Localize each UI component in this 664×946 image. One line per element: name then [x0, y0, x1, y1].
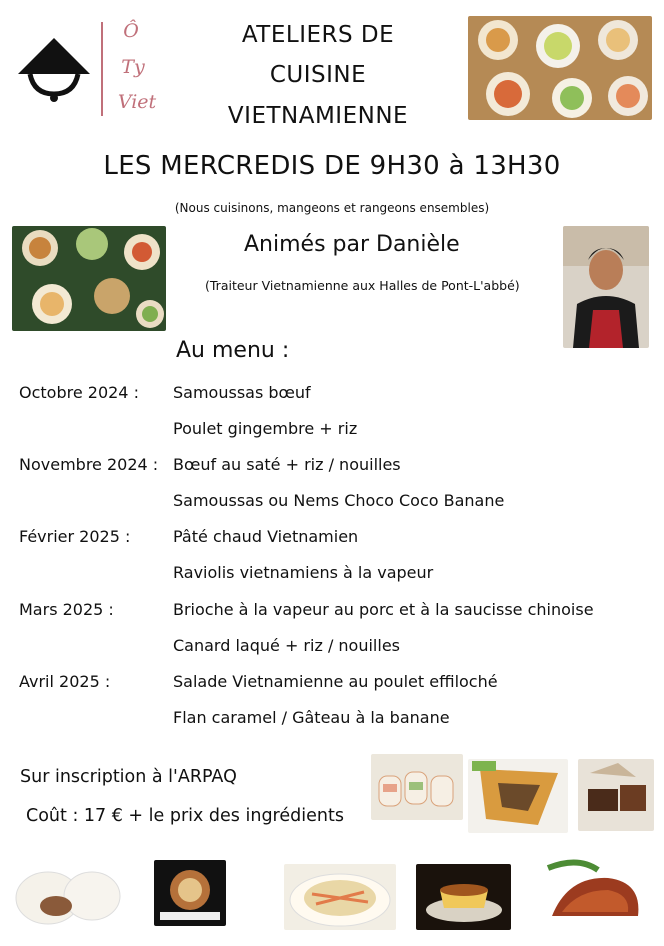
vietnamese-salad-photo [284, 864, 396, 930]
menu-row-dish: Raviolis vietnamiens à la vapeur [173, 563, 434, 582]
brand-name-line3: Viet [117, 91, 157, 113]
menu-row-date: Février 2025 : [19, 527, 131, 546]
menu-heading: Au menu : [176, 338, 290, 363]
menu-row-date: Avril 2025 : [19, 672, 111, 691]
lacquered-duck-photo [538, 856, 652, 932]
menu-row-date: Mars 2025 : [19, 600, 114, 619]
flan-caramel-photo [416, 864, 511, 930]
promo-flyer-photo [154, 860, 226, 926]
menu-row-dish: Brioche à la vapeur au porc et à la saucisse chinoise [173, 600, 594, 619]
menu-row-date: Novembre 2024 : [19, 455, 159, 474]
logo [14, 30, 94, 110]
menu-row-dish: Bœuf au saté + riz / nouilles [173, 455, 401, 474]
menu-row-dish: Salade Vietnamienne au poulet effiloché [173, 672, 498, 691]
menu-row-date: Octobre 2024 : [19, 383, 139, 402]
workshop-note: (Nous cuisinons, mangeons et rangeons ensembles) [174, 201, 490, 215]
menu-row-dish: Canard laqué + riz / nouilles [173, 636, 400, 655]
steamed-bun-photo [10, 862, 123, 928]
brand-name-line1: Ô [123, 20, 139, 42]
menu-row-dish: Flan caramel / Gâteau à la banane [173, 708, 450, 727]
title-line-2: CUISINE [269, 62, 367, 88]
chocolate-cake-photo [578, 759, 654, 831]
registration-text: Sur inscription à l'ARPAQ [20, 767, 237, 787]
conical-hat-icon [14, 30, 94, 110]
cost-text: Coût : 17 € + le prix des ingrédients [26, 806, 344, 826]
pate-chaud-photo [468, 759, 568, 833]
menu-row-dish: Poulet gingembre + riz [173, 419, 358, 438]
title-line-1: ATELIERS DE [241, 22, 395, 48]
title-line-3: VIETNAMIENNE [227, 103, 409, 129]
spring-rolls-photo [371, 754, 463, 820]
host-portrait-photo [563, 226, 649, 348]
shared-meal-photo [12, 226, 166, 331]
menu-row-dish: Samoussas bœuf [173, 383, 311, 402]
food-spread-photo [468, 16, 652, 120]
host-heading: Animés par Danièle [244, 232, 460, 257]
logo-divider [101, 22, 103, 116]
schedule-heading: LES MERCREDIS DE 9H30 à 13H30 [103, 151, 561, 181]
menu-row-dish: Samoussas ou Nems Choco Coco Banane [173, 491, 505, 510]
host-description: (Traiteur Vietnamienne aux Halles de Pont-L'abbé) [205, 278, 520, 293]
brand-name-line2: Ty [121, 56, 145, 78]
menu-row-dish: Pâté chaud Vietnamien [173, 527, 359, 546]
